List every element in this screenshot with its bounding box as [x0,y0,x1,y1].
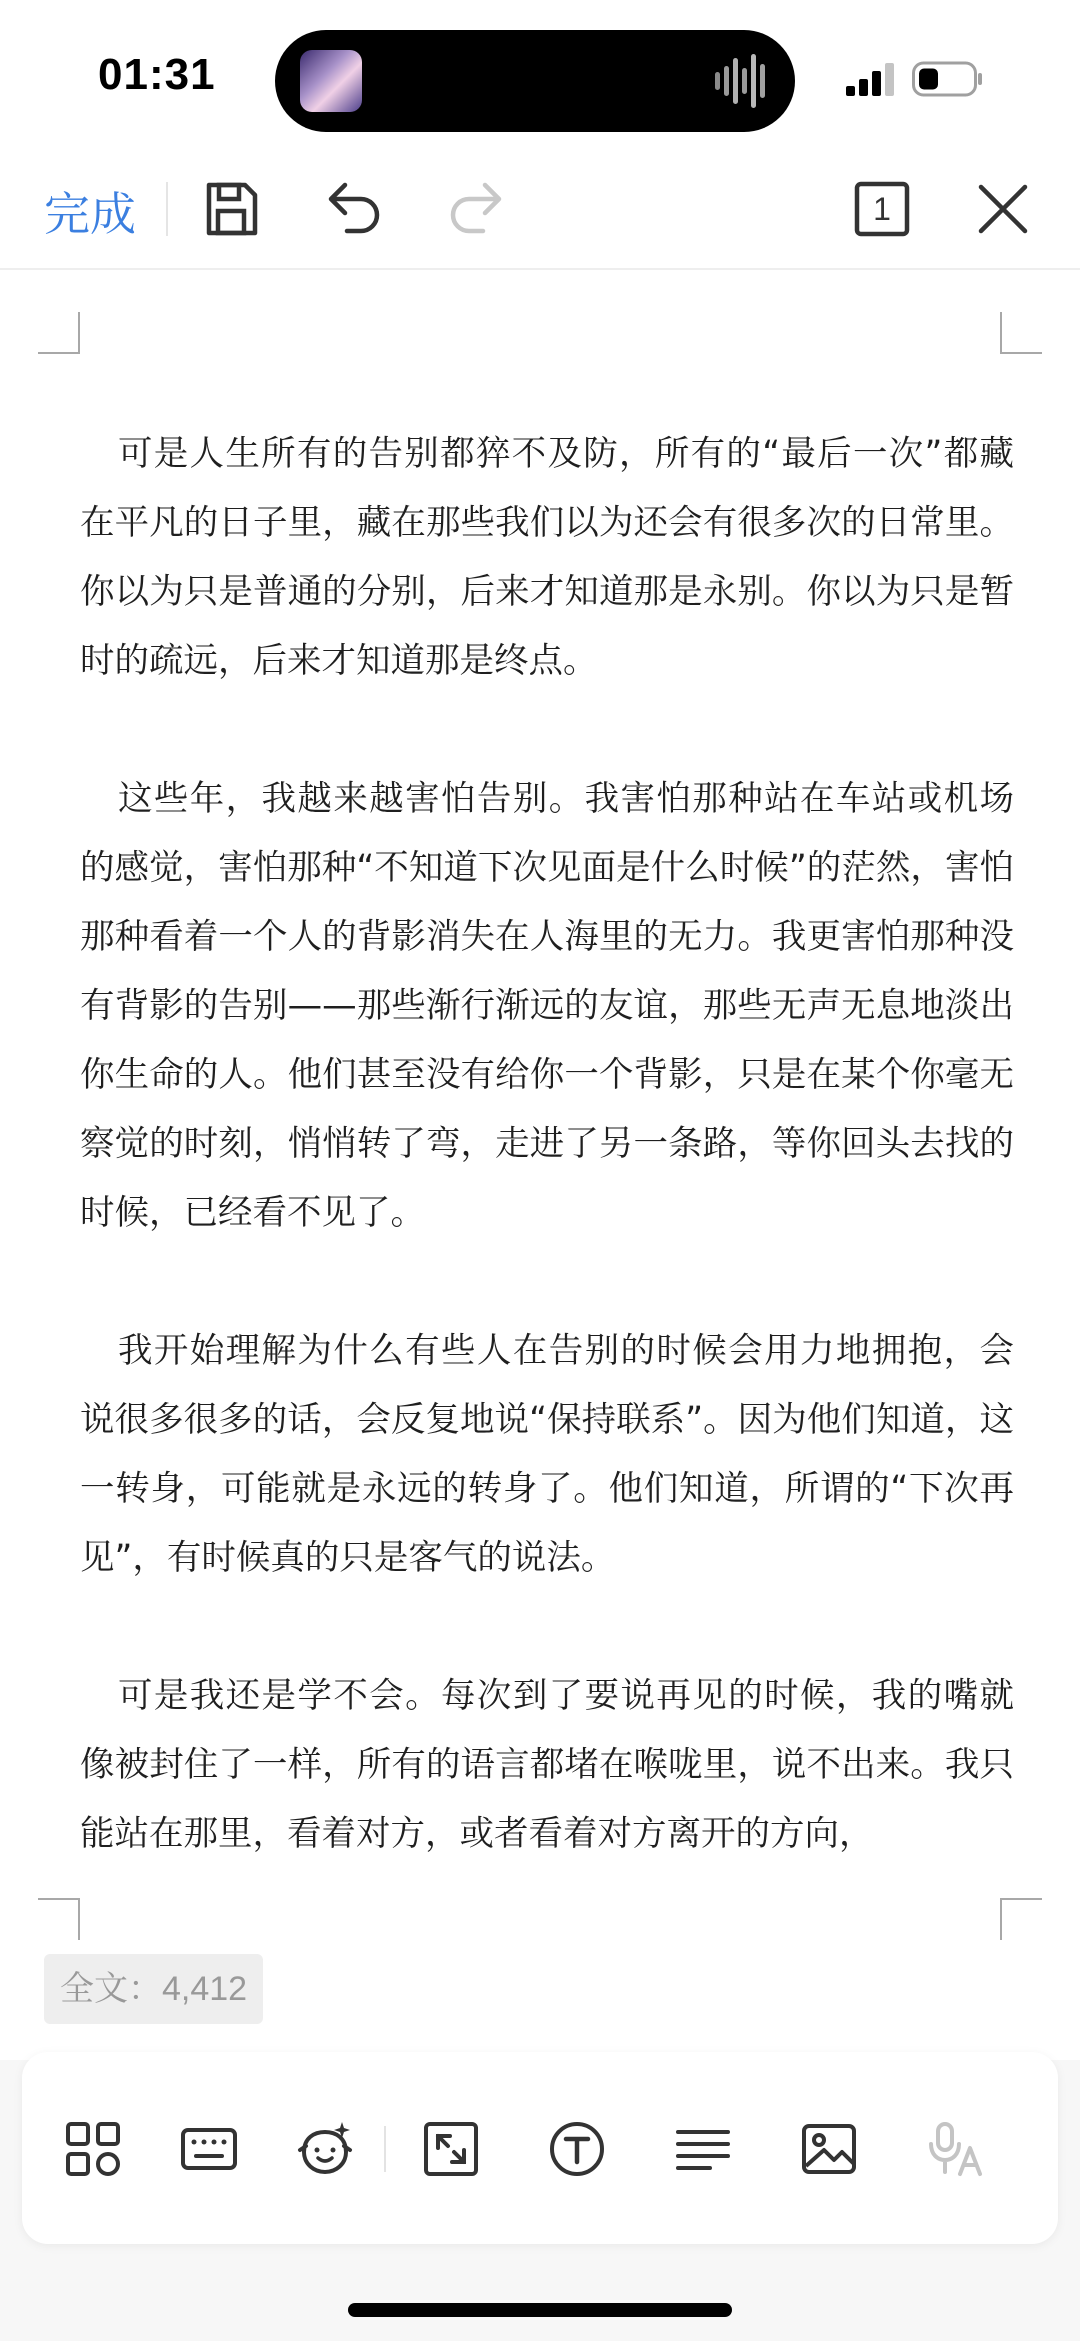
status-time: 01:31 [98,50,216,99]
done-button[interactable]: 完成 [44,178,136,244]
ai-assistant-icon [296,2120,354,2178]
word-count-label: 全文： [60,1969,162,2009]
voice-input-button[interactable] [924,2118,986,2180]
apps-button[interactable] [62,2118,124,2180]
page-indicator: 1 [873,191,891,227]
paragraph[interactable]: 我开始理解为什么有些人在告别的时候会用力地拥抱，会说很多很多的话，会反复地说“保持联系”。因为他们知道，这一转身，可能就是永远的转身了。他们知道，所谓的“下次再见”，有时候真的只是客气的说法。 [80,1331,1014,1578]
page-count-button[interactable] [849,176,915,242]
ai-assistant-button[interactable] [294,2118,356,2180]
keyboard-icon [180,2120,238,2178]
editor-toolbar [0,150,1080,270]
toolbar-divider [384,2126,386,2172]
toolbar-divider [166,182,168,236]
paragraph[interactable]: 可是人生所有的告别都猝不及防，所有的“最后一次”都藏在平凡的日子里，藏在那些我们以为还会有很多次的日常里。你以为只是普通的分别，后来才知道那是永别。你以为只是暂时的疏远，后来才知道那是终点。 [80,434,1014,681]
save-icon [201,179,261,239]
redo-button[interactable] [442,176,508,242]
text-style-icon [548,2120,606,2178]
word-count-badge [44,1954,263,2024]
word-count-value: 4,412 [162,1970,248,2008]
save-button[interactable] [198,176,264,242]
fullscreen-icon [422,2120,480,2178]
align-button[interactable] [672,2118,734,2180]
dynamic-island[interactable] [275,30,795,132]
page-corner-mark [38,312,80,354]
page-corner-mark [38,1898,80,1940]
insert-image-button[interactable] [798,2118,860,2180]
text-style-button[interactable] [546,2118,608,2180]
undo-button[interactable] [322,176,388,242]
redo-icon [445,179,505,239]
paragraph[interactable]: 这些年，我越来越害怕告别。我害怕那种站在车站或机场的感觉，害怕那种“不知道下次见面是什么时候”的茫然，害怕那种看着一个人的背影消失在人海里的无力。我更害怕那种没有背影的告别——那些渐行渐远的友谊，那些无声无息地淡出你生命的人。他们甚至没有给你一个背影，只是在某个你毫无察觉的时刻，悄悄转了弯，走进了另一条路，等你回头去找的时候，已经看不见了。 [80,779,1014,1233]
audio-wave-icon [713,52,773,110]
image-icon [800,2120,858,2178]
paragraph[interactable]: 可是我还是学不会。每次到了要说再见的时候，我的嘴就像被封住了一样，所有的语言都堵在喉咙里，说不出来。我只能站在那里，看着对方，或者看着对方离开的方向， [80,1676,1014,1854]
voice-input-icon [926,2120,984,2178]
grid-apps-icon [64,2120,122,2178]
close-icon [973,179,1033,239]
battery-icon [912,60,984,98]
keyboard-button[interactable] [178,2118,240,2180]
cellular-signal-icon [846,62,898,96]
fullscreen-button[interactable] [420,2118,482,2180]
undo-icon [325,179,385,239]
close-button[interactable] [970,176,1036,242]
align-icon [674,2120,732,2178]
page-corner-mark [1000,312,1042,354]
document-body[interactable] [80,420,1014,1938]
bottom-toolbar [22,2052,1058,2244]
now-playing-artwork-icon [300,50,362,112]
home-indicator[interactable] [348,2303,732,2317]
